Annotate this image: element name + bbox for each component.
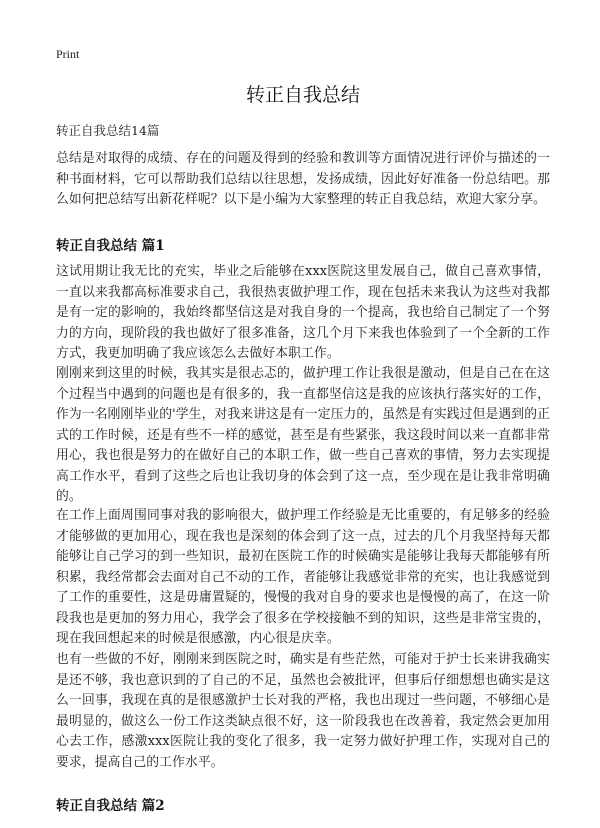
document-subtitle: 转正自我总结14篇 [56,123,160,138]
section-1-paragraph-1: 这试用期让我无比的充实，毕业之后能够在xxx医院这里发展自己，做自己喜欢事情，一直以来我都高标准要求自己，我很热衷做护理工作，现在包括未来我认为这些对我都是有一定的影响的，我始终都坚信这是对我自身的一个提高，我也给自己制定了一个努力的方向，现阶段的我也做好了很多准备，这几个月下来我也体验到了一个全新的工作方式，我更加明确了我应该怎么去做好本职工作。 [56,264,550,361]
section-1-paragraph-3: 在工作上面周围同事对我的影响很大，做护理工作经验是无比重要的，有足够多的经验才能够做的更加用心，现在我也是深刻的体会到了这一点，过去的几个月我坚持每天都能够让自己学习的到一些知识，最初在医院工作的时候确实是能够让我每天都能够有所积累，我经常都会去面对自己不动的工作，者能够让我感觉非常的充实，也让我感觉到了工作的重要性，这是毋庸置疑的，慢慢的我对自身的要求也是慢慢的高了，在这一阶段我也是更加的努力用心，我学会了很多在学校接触不到的知识，这些是非常宝贵的，现在我回想起来的时候是很感激，内心很是庆幸。 [56,508,550,646]
print-link[interactable]: Print [56,47,80,61]
page-title: 转正自我总结 [245,84,360,106]
section-1-paragraph-4: 也有一些做的不好，刚刚来到医院之时，确实是有些茫然，可能对于护士长来讲我确实是还不够，我也意识到的了自己的不足，虽然也会被批评，但事后仔细想想也确实是这么一回事，我现在真的是很感激护士长对我的严格，我也出现过一些问题，不够细心是最明显的，做这么一份工作这类缺点很不好，这一阶段我也在改善着，我定然会更加用心去工作，感激xxx医院让我的变化了很多，我一定努力做好护理工作，实现对自己的要求，提高自己的工作水平。 [56,652,550,770]
section-heading-1: 转正自我总结 篇1 [56,238,165,254]
section-heading-2: 转正自我总结 篇2 [56,798,165,814]
section-1-paragraph-2: 刚刚来到这里的时候，我其实是很忐忑的，做护理工作让我很是激动，但是自己在在这个过程当中遇到的问题也是有很多的，我一直都坚信这是我的应该执行落实好的工作，作为一名刚刚毕业的'学生，对我来讲这是有一定压力的，虽然是有实践过但是遇到的正式的工作时候，还是有些不一样的感觉，甚至是有些紧张，我这段时间以来一直都非常用心，我也很是努力的在做好自己的本职工作，做一些自己喜欢的事情，努力去实现提高工作水平，看到了这些之后也让我切身的体会到了这一点，至少现在是让我非常明确的。 [56,366,550,504]
intro-paragraph: 总结是对取得的成绩、存在的问题及得到的经验和教训等方面情况进行评价与描述的一种书面材料，它可以帮助我们总结以往思想，发扬成绩，因此好好准备一份总结吧。那么如何把总结写出新花样呢？以下是小编为大家整理的转正自我总结，欢迎大家分享。 [56,151,550,207]
